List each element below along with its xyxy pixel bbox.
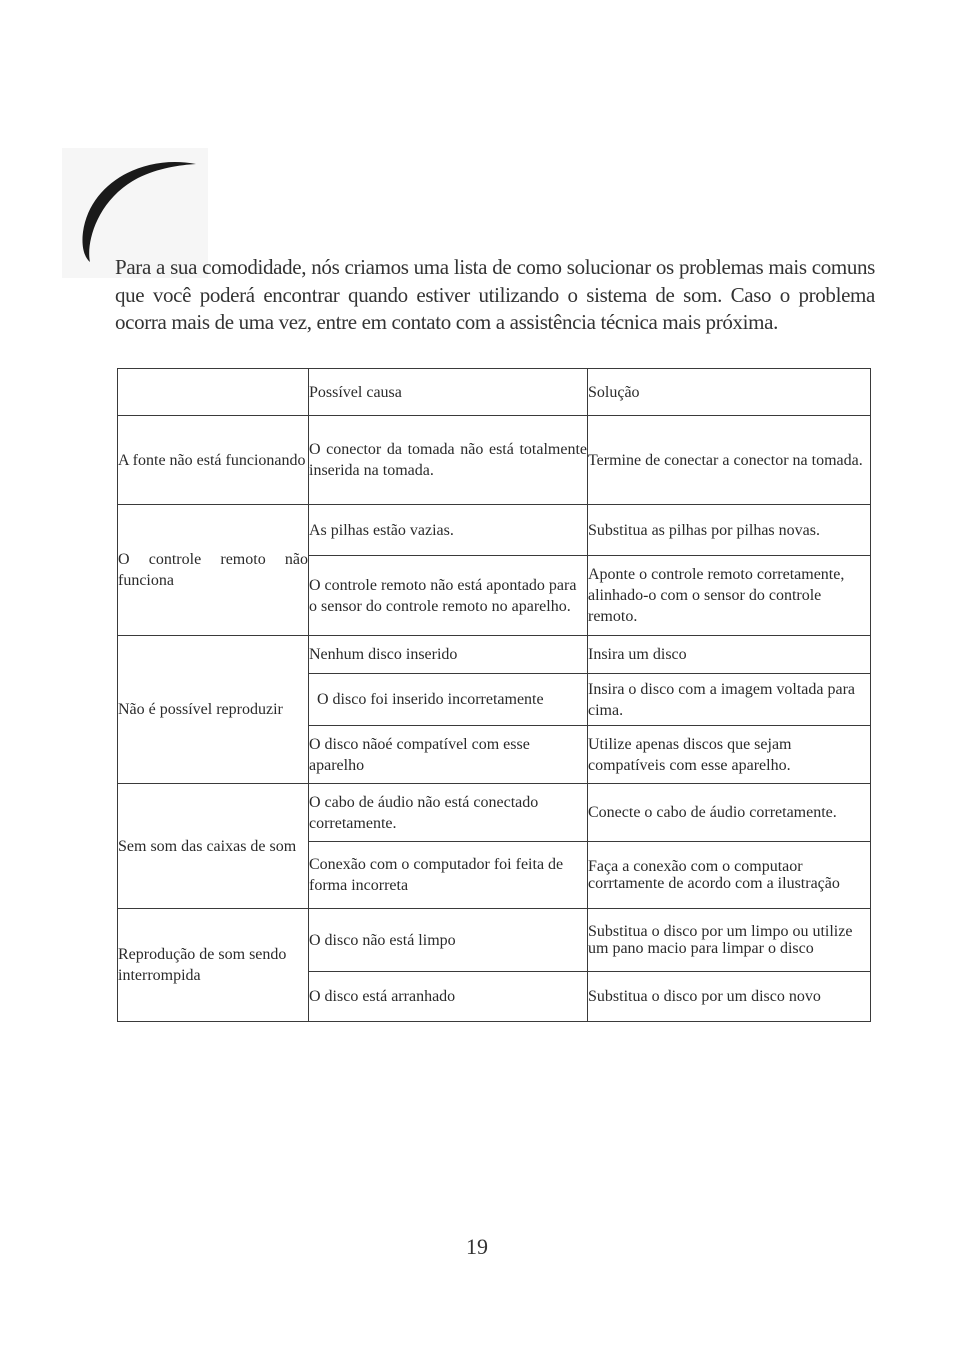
- table-row: [118, 505, 871, 556]
- page-number: 19: [466, 1234, 488, 1259]
- intro-paragraph: Para a sua comodidade, nós criamos uma lista de como solucionar os problemas mais comuns que você poderá encontrar quando estiver utilizando o sistema de som. Caso o problema ocorra mais de uma vez, entre em contato com a assistência técnica mais próxima.: [115, 255, 875, 334]
- cause-cell: O cabo de áudio não está conectado corretamente.: [309, 784, 588, 842]
- problem-cell: A fonte não está funcionando: [118, 416, 309, 505]
- solution-cell: Insira um disco: [588, 636, 871, 674]
- solution-cell: Substitua o disco por um disco novo: [588, 972, 871, 1022]
- header-problem: [118, 369, 309, 416]
- table-header-row: [118, 369, 871, 416]
- solution-cell: Substitua o disco por um limpo ou utilize um pano macio para limpar o disco: [588, 909, 871, 972]
- solution-cell: Aponte o controle remoto corretamente, alinhado-o com o sensor do controle remoto.: [588, 556, 871, 636]
- cause-cell: O disco está arranhado: [309, 972, 588, 1022]
- table-row: [118, 636, 871, 674]
- cause-cell: O conector da tomada não está totalmente inserida na tomada.: [309, 416, 588, 505]
- solution-cell: Faça a conexão com o computaor corrtamente de acordo com a ilustração: [588, 842, 871, 909]
- problem-cell: Sem som das caixas de som: [118, 784, 309, 909]
- cause-cell: As pilhas estão vazias.: [309, 505, 588, 556]
- solution-cell: Utilize apenas discos que sejam compatíveis com esse aparelho.: [588, 726, 871, 784]
- cause-cell: Conexão com o computador foi feita de forma incorreta: [309, 842, 588, 909]
- table-row: [118, 909, 871, 972]
- table-row: [118, 416, 871, 505]
- problem-cell: Não é possível reproduzir: [118, 636, 309, 784]
- cause-cell: O controle remoto não está apontado para o sensor do controle remoto no aparelho.: [309, 556, 588, 636]
- header-cause: Possível causa: [309, 369, 588, 416]
- cause-cell: O disco nãoé compatível com esse aparelho: [309, 726, 588, 784]
- solution-cell: Substitua as pilhas por pilhas novas.: [588, 505, 871, 556]
- problem-cell: O controle remoto não funciona: [118, 505, 309, 636]
- cause-cell: Nenhum disco inserido: [309, 636, 588, 674]
- solution-cell: Conecte o cabo de áudio corretamente.: [588, 784, 871, 842]
- problem-cell: Reprodução de som sendo interrompida: [118, 909, 309, 1022]
- table-row: [118, 784, 871, 842]
- cause-cell: O disco foi inserido incorretamente: [309, 674, 588, 726]
- cause-cell: O disco não está limpo: [309, 909, 588, 972]
- solution-cell: Termine de conectar a conector na tomada.: [588, 416, 871, 505]
- solution-cell: Insira o disco com a imagem voltada para cima.: [588, 674, 871, 726]
- header-solution: Solução: [588, 369, 871, 416]
- troubleshooting-table: [117, 368, 871, 1022]
